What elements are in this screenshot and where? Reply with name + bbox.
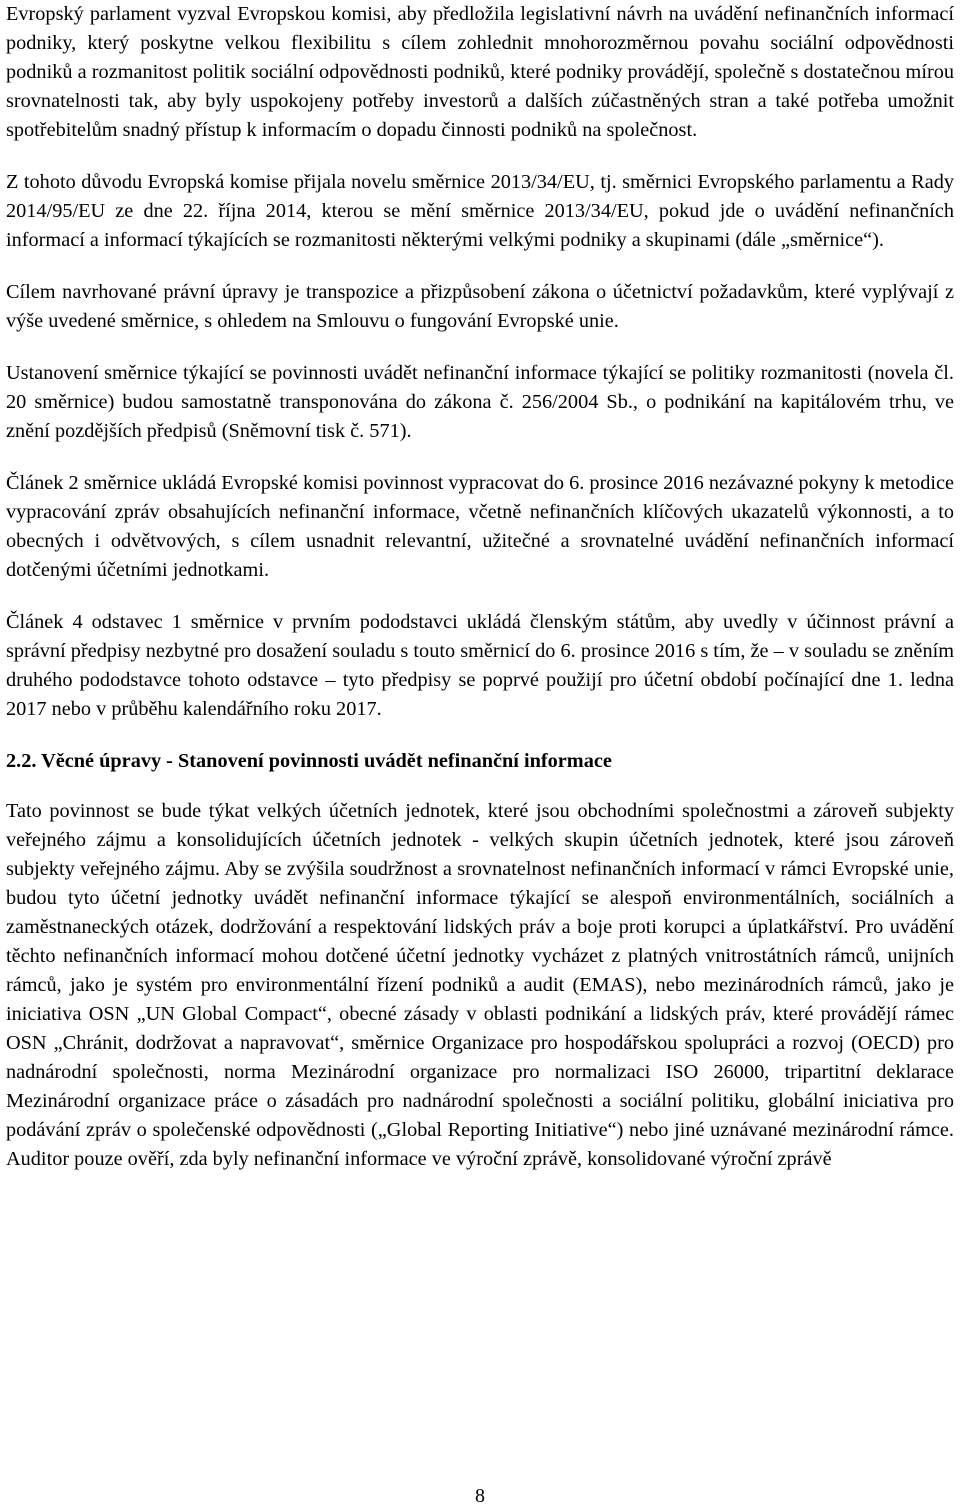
paragraph-article-2: Článek 2 směrnice ukládá Evropské komisi povinnost vypracovat do 6. prosince 2016 nezávazné pokyny k metodice vypracování zpráv obsahujících nefinanční informace, včetně nefinančních klíčových ukazatelů výkonnosti, a to obecných i odvětvových, s cílem usnadnit relevantní, užitečné a srovnatelné uvádění nefinančních informací dotčenými účetními jednotkami.	[6, 472, 954, 581]
document-page	[6, 0, 954, 1197]
paragraph-obligation: Tato povinnost se bude týkat velkých účetních jednotek, které jsou obchodními společnostmi a zároveň subjekty veřejného zájmu a konsolidujících účetních jednotek - velkých skupin účetních jednotek, které jsou zároveň subjekty veřejného zájmu. Aby se zvýšila soudržnost a srovnatelnost nefinančních informací v rámci Evropské unie, budou tyto účetní jednotky uvádět nefinanční informace týkající se alespoň environmentálních, sociálních a zaměstnaneckých otázek, dodržování a respektování lidských práv a boje proti korupci a úplatkářství. Pro uvádění těchto nefinančních informací mohou dotčené účetní jednotky vycházet z platných vnitrostátních rámců, unijních rámců, jako je systém pro environmentální řízení podniků a audit (EMAS), nebo mezinárodních rámců, jako je iniciativa OSN „UN Global Compact“, obecné zásady v oblasti podnikání a lidských práv, které provádějí rámec OSN „Chránit, dodržovat a napravovat“, směrnice Organizace pro hospodářskou spolupráci a rozvoj (OECD) pro nadnárodní společnosti, norma Mezinárodní organizace pro normalizaci ISO 26000, tripartitní deklarace Mezinárodní organizace práce o zásadách pro nadnárodní společnosti a sociální politiku, globální iniciativa pro podávání zpráv o společenské odpovědnosti („Global Reporting Initiative“) nebo jiné uznávané mezinárodní rámce. Auditor pouze ověří, zda byly nefinanční informace ve výroční zprávě, konsolidované výroční zprávě	[6, 800, 954, 1170]
section-heading: 2.2. Věcné úpravy - Stanovení povinnosti uvádět nefinanční informace	[6, 750, 612, 772]
paragraph-purpose: Cílem navrhované právní úpravy je transpozice a přizpůsobení zákona o účetnictví požadavkům, které vyplývají z výše uvedené směrnice, s ohledem na Smlouvu o fungování Evropské unie.	[6, 281, 954, 332]
paragraph-article-4: Článek 4 odstavec 1 směrnice v prvním pododstavci ukládá členským státům, aby uvedly v účinnost právní a správní předpisy nezbytné pro dosažení souladu s touto směrnicí do 6. prosince 2016 s tím, že – v souladu se zněním druhého pododstavce tohoto odstavce – tyto předpisy se poprvé použijí pro účetní období počínající dne 1. ledna 2017 nebo v průběhu kalendářního roku 2017.	[6, 611, 954, 720]
paragraph-ep-call: Evropský parlament vyzval Evropskou komisi, aby předložila legislativní návrh na uvádění nefinančních informací podniky, který poskytne velkou flexibilitu s cílem zohlednit mnohorozměrnou povahu sociální odpovědnosti podniků a rozmanitost politik sociální odpovědnosti podniků, které podniky provádějí, společně s dostatečnou mírou srovnatelnosti tak, aby byly uspokojeny potřeby investorů a dalších zúčastněných stran a také potřeba umožnit spotřebitelům snadný přístup k informacím o dopadu činnosti podniků na společnost.	[6, 3, 954, 141]
paragraph-diversity-policy: Ustanovení směrnice týkající se povinnosti uvádět nefinanční informace týkající se politiky rozmanitosti (novela čl. 20 směrnice) budou samostatně transponována do zákona č. 256/2004 Sb., o podnikání na kapitálovém trhu, ve znění pozdějších předpisů (Sněmovní tisk č. 571).	[6, 362, 954, 442]
paragraph-directive-amendment: Z tohoto důvodu Evropská komise přijala novelu směrnice 2013/34/EU, tj. směrnici Evropského parlamentu a Rady 2014/95/EU ze dne 22. října 2014, kterou se mění směrnice 2013/34/EU, pokud jde o uvádění nefinančních informací a informací týkajících se rozmanitosti některými velkými podniky a skupinami (dále „směrnice“).	[6, 171, 954, 251]
page-number: 8	[475, 1485, 485, 1507]
